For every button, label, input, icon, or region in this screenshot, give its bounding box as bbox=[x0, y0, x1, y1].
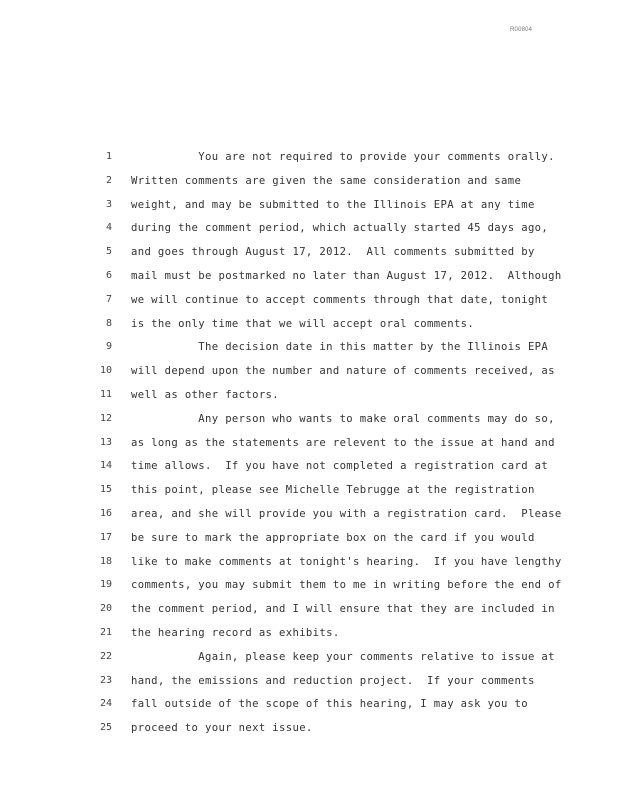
line-text: Again, please keep your comments relative to issue at bbox=[131, 650, 555, 663]
line-text: this point, please see Michelle Tebrugge at the registration bbox=[131, 484, 535, 497]
line-number: 10 bbox=[99, 365, 112, 377]
line-text: during the comment period, which actually started 45 days ago, bbox=[131, 222, 549, 235]
line-text: is the only time that we will accept oral comments. bbox=[131, 317, 475, 330]
line-text: the hearing record as exhibits. bbox=[131, 626, 340, 639]
transcript-line bbox=[0, 218, 618, 242]
line-number: 16 bbox=[99, 507, 112, 519]
line-text: time allows. If you have not completed a registration card at bbox=[131, 460, 549, 473]
line-number: 1 bbox=[105, 151, 112, 162]
line-text: the comment period, and I will ensure that they are included in bbox=[131, 603, 555, 616]
line-number: 6 bbox=[105, 269, 112, 281]
line-number: 8 bbox=[105, 317, 112, 329]
transcript-line bbox=[0, 195, 618, 219]
line-number: 12 bbox=[99, 412, 112, 424]
line-text: like to make comments at tonight's hearing. If you have lengthy bbox=[131, 555, 562, 568]
line-number: 21 bbox=[99, 626, 112, 638]
transcript-line bbox=[0, 671, 618, 695]
transcript-line bbox=[0, 242, 618, 266]
line-text: we will continue to accept comments through that date, tonight bbox=[131, 293, 549, 306]
line-number: 3 bbox=[105, 198, 112, 210]
transcript-line bbox=[0, 361, 618, 385]
transcript-line bbox=[0, 623, 618, 647]
line-number: 23 bbox=[99, 674, 112, 686]
line-text: area, and she will provide you with a registration card. Please bbox=[131, 507, 562, 520]
transcript-line bbox=[0, 409, 618, 433]
transcript-line bbox=[0, 552, 618, 576]
line-number: 22 bbox=[99, 650, 112, 662]
transcript-line bbox=[0, 290, 618, 314]
line-number: 11 bbox=[99, 388, 112, 400]
line-text: will depend upon the number and nature of comments received, as bbox=[131, 365, 555, 378]
transcript-line bbox=[0, 480, 618, 504]
transcript-body bbox=[0, 147, 618, 742]
line-text: Any person who wants to make oral comments may do so, bbox=[131, 412, 555, 425]
transcript-line bbox=[0, 337, 618, 361]
line-number: 18 bbox=[99, 555, 112, 567]
line-text: mail must be postmarked no later than August 17, 2012. Although bbox=[131, 269, 562, 282]
transcript-line bbox=[0, 433, 618, 457]
line-number: 25 bbox=[99, 722, 112, 734]
transcript-line bbox=[0, 456, 618, 480]
line-number: 24 bbox=[99, 698, 112, 710]
line-number: 2 bbox=[105, 174, 112, 186]
line-number: 19 bbox=[99, 579, 112, 591]
transcript-line bbox=[0, 528, 618, 552]
line-number: 13 bbox=[99, 436, 112, 448]
line-number: 14 bbox=[99, 460, 112, 472]
line-text: well as other factors. bbox=[131, 388, 280, 401]
line-number: 5 bbox=[105, 246, 112, 258]
transcript-line bbox=[0, 314, 618, 338]
line-text: proceed to your next issue. bbox=[131, 722, 313, 735]
line-number: 9 bbox=[105, 341, 112, 353]
transcript-line bbox=[0, 266, 618, 290]
line-text: Written comments are given the same consideration and same bbox=[131, 174, 522, 187]
transcript-line bbox=[0, 718, 618, 742]
line-text: weight, and may be submitted to the Illinois EPA at any time bbox=[131, 198, 535, 211]
line-text: You are not required to provide your comments orally. bbox=[131, 151, 555, 163]
transcript-line bbox=[0, 504, 618, 528]
transcript-line bbox=[0, 599, 618, 623]
line-text: as long as the statements are relevent to the issue at hand and bbox=[131, 436, 555, 449]
line-number: 7 bbox=[105, 293, 112, 305]
transcript-line bbox=[0, 171, 618, 195]
line-number: 17 bbox=[99, 531, 112, 543]
line-text: and goes through August 17, 2012. All comments submitted by bbox=[131, 246, 535, 259]
line-text: be sure to mark the appropriate box on the card if you would bbox=[131, 531, 535, 544]
transcript-line bbox=[0, 694, 618, 718]
line-text: The decision date in this matter by the Illinois EPA bbox=[131, 341, 549, 354]
line-text: hand, the emissions and reduction project. If your comments bbox=[131, 674, 535, 687]
line-text: fall outside of the scope of this hearing, I may ask you to bbox=[131, 698, 528, 711]
transcript-line bbox=[0, 147, 618, 171]
page-id-stamp: R00804 bbox=[510, 27, 533, 33]
transcript-line bbox=[0, 385, 618, 409]
line-number: 4 bbox=[105, 222, 112, 234]
line-number: 15 bbox=[99, 484, 112, 496]
line-number: 20 bbox=[99, 603, 112, 615]
transcript-line bbox=[0, 647, 618, 671]
line-text: comments, you may submit them to me in writing before the end of bbox=[131, 579, 562, 592]
transcript-line bbox=[0, 575, 618, 599]
